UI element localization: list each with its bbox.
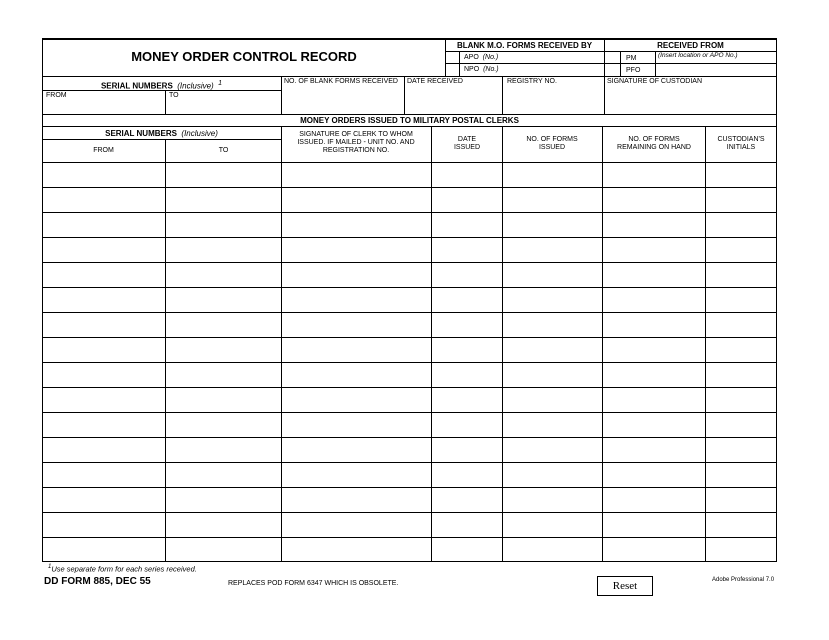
- forms-remaining-field[interactable]: [603, 213, 704, 236]
- issued-from-field[interactable]: [43, 288, 164, 311]
- issued-from-field[interactable]: [43, 463, 164, 486]
- forms-remaining-field[interactable]: [603, 338, 704, 361]
- apo-number-field[interactable]: [500, 52, 603, 63]
- date-issued-field[interactable]: [432, 488, 501, 511]
- clerk-signature-field[interactable]: [282, 463, 430, 486]
- clerk-signature-field[interactable]: [282, 263, 430, 286]
- issued-from-field[interactable]: [43, 413, 164, 436]
- received-from-heading: RECEIVED FROM: [657, 41, 724, 50]
- issued-to-field[interactable]: [166, 213, 280, 236]
- clerk-signature-field[interactable]: [282, 513, 430, 536]
- issued-from-field[interactable]: [43, 513, 164, 536]
- forms-remaining-field[interactable]: [603, 238, 704, 261]
- issued-from-field[interactable]: [43, 313, 164, 336]
- forms-remaining-field[interactable]: [603, 463, 704, 486]
- registry-no-field[interactable]: [504, 88, 603, 113]
- issued-to-field[interactable]: [166, 513, 280, 536]
- date-issued-field[interactable]: [432, 288, 501, 311]
- form-number: DD FORM 885, DEC 55: [44, 576, 151, 587]
- date-issued-field[interactable]: [432, 188, 501, 211]
- clerk-signature-field[interactable]: [282, 438, 430, 461]
- date-issued-field[interactable]: [432, 263, 501, 286]
- forms-issued-field[interactable]: [503, 188, 601, 211]
- date-issued-field[interactable]: [432, 438, 501, 461]
- received-from-location-field[interactable]: [656, 61, 776, 75]
- date-issued-field[interactable]: [432, 238, 501, 261]
- date-issued-field[interactable]: [432, 413, 501, 436]
- custodian-initials-field[interactable]: [706, 438, 775, 461]
- issued-to-field[interactable]: [166, 363, 280, 386]
- custodian-initials-field[interactable]: [706, 513, 775, 536]
- issued-serial-heading: SERIAL NUMBERS (Inclusive): [105, 129, 218, 138]
- footnote: $^1$Use separate form for each series received.: [48, 564, 197, 574]
- custodian-initials-field[interactable]: [706, 263, 775, 286]
- custodian-initials-field[interactable]: [706, 363, 775, 386]
- issued-to-field[interactable]: [166, 313, 280, 336]
- issued-from-field[interactable]: [43, 438, 164, 461]
- forms-issued-field[interactable]: [503, 338, 601, 361]
- forms-issued-field[interactable]: [503, 438, 601, 461]
- npo-number-field[interactable]: [500, 64, 603, 75]
- reset-button[interactable]: Reset: [597, 576, 653, 596]
- custodian-initials-label: CUSTODIAN'S INITIALS: [717, 136, 765, 151]
- date-issued-field[interactable]: [432, 538, 501, 561]
- issued-from-field[interactable]: [43, 363, 164, 386]
- clerk-signature-field[interactable]: [282, 363, 430, 386]
- forms-issued-field[interactable]: [503, 238, 601, 261]
- date-issued-field[interactable]: [432, 513, 501, 536]
- custodian-initials-field[interactable]: [706, 338, 775, 361]
- issued-from-field[interactable]: [43, 338, 164, 361]
- clerk-signature-field[interactable]: [282, 538, 430, 561]
- blank-forms-received-field[interactable]: [283, 88, 403, 113]
- forms-issued-field[interactable]: [503, 263, 601, 286]
- date-issued-field[interactable]: [432, 313, 501, 336]
- clerk-signature-field[interactable]: [282, 188, 430, 211]
- issued-to-field[interactable]: [166, 488, 280, 511]
- custodian-initials-field[interactable]: [706, 238, 775, 261]
- blank-forms-received-label: NO. OF BLANK FORMS RECEIVED: [284, 78, 398, 85]
- serial-numbers-heading: SERIAL NUMBERS (Inclusive) $^1$: [100, 80, 223, 91]
- date-issued-field[interactable]: [432, 338, 501, 361]
- signature-custodian-field[interactable]: [606, 88, 776, 113]
- form-title: MONEY ORDER CONTROL RECORD: [131, 49, 357, 64]
- date-issued-field[interactable]: [432, 388, 501, 411]
- date-received-field[interactable]: [406, 88, 501, 113]
- forms-remaining-field[interactable]: [603, 163, 704, 186]
- issued-from-field[interactable]: [43, 538, 164, 561]
- date-issued-field[interactable]: [432, 213, 501, 236]
- software-note: Adobe Professional 7.0: [712, 577, 775, 583]
- forms-remaining-field[interactable]: [603, 363, 704, 386]
- registry-no-label: REGISTRY NO.: [507, 78, 557, 85]
- clerk-signature-field[interactable]: [282, 488, 430, 511]
- forms-remaining-field[interactable]: [603, 513, 704, 536]
- forms-issued-field[interactable]: [503, 163, 601, 186]
- issued-to-field[interactable]: [166, 388, 280, 411]
- pfo-label: PFO: [626, 67, 641, 74]
- date-issued-field[interactable]: [432, 463, 501, 486]
- custodian-initials-field[interactable]: [706, 213, 775, 236]
- custodian-initials-field[interactable]: [706, 488, 775, 511]
- custodian-initials-field[interactable]: [706, 538, 775, 561]
- forms-remaining-field[interactable]: [603, 413, 704, 436]
- forms-remaining-field[interactable]: [603, 313, 704, 336]
- issued-to-field[interactable]: [166, 263, 280, 286]
- forms-remaining-field[interactable]: [603, 438, 704, 461]
- date-received-label: DATE RECEIVED: [407, 78, 463, 85]
- forms-issued-field[interactable]: [503, 363, 601, 386]
- forms-issued-field[interactable]: [503, 388, 601, 411]
- issued-from-field[interactable]: [43, 163, 164, 186]
- forms-issued-field[interactable]: [503, 413, 601, 436]
- custodian-initials-field[interactable]: [706, 313, 775, 336]
- clerk-signature-field[interactable]: [282, 413, 430, 436]
- forms-remaining-field[interactable]: [603, 288, 704, 311]
- forms-remaining-field[interactable]: [603, 488, 704, 511]
- issued-to-field[interactable]: [166, 338, 280, 361]
- date-issued-field[interactable]: [432, 163, 501, 186]
- issued-from-field[interactable]: [43, 213, 164, 236]
- issued-to-field[interactable]: [166, 438, 280, 461]
- forms-remaining-field[interactable]: [603, 188, 704, 211]
- clerk-signature-field[interactable]: [282, 238, 430, 261]
- custodian-initials-field[interactable]: [706, 388, 775, 411]
- issued-from-field[interactable]: [43, 388, 164, 411]
- pm-label: PM: [626, 55, 637, 62]
- forms-issued-field[interactable]: [503, 488, 601, 511]
- custodian-initials-field[interactable]: [706, 163, 775, 186]
- custodian-initials-field[interactable]: [706, 463, 775, 486]
- forms-remaining-field[interactable]: [603, 538, 704, 561]
- serial-from-label: FROM: [46, 92, 67, 99]
- clerk-signature-field[interactable]: [282, 163, 430, 186]
- issued-to-field[interactable]: [166, 538, 280, 561]
- issued-to-field[interactable]: [166, 188, 280, 211]
- npo-label: NPO (No.): [464, 66, 499, 73]
- custodian-initials-field[interactable]: [706, 413, 775, 436]
- issued-from-field[interactable]: [43, 188, 164, 211]
- issued-to-field[interactable]: [166, 463, 280, 486]
- issued-section-heading: MONEY ORDERS ISSUED TO MILITARY POSTAL CLERKS: [300, 116, 519, 125]
- forms-issued-field[interactable]: [503, 463, 601, 486]
- clerk-signature-field[interactable]: [282, 288, 430, 311]
- forms-remaining-label: NO. OF FORMS REMAINING ON HAND: [617, 136, 691, 151]
- issued-to-label: TO: [218, 147, 229, 154]
- issued-from-field[interactable]: [43, 263, 164, 286]
- issued-from-label: FROM: [93, 147, 114, 154]
- issued-to-field[interactable]: [166, 163, 280, 186]
- custodian-initials-field[interactable]: [706, 288, 775, 311]
- clerk-signature-field[interactable]: [282, 338, 430, 361]
- forms-issued-field[interactable]: [503, 213, 601, 236]
- forms-issued-field[interactable]: [503, 313, 601, 336]
- serial-from-field[interactable]: [44, 100, 164, 113]
- forms-issued-field[interactable]: [503, 513, 601, 536]
- issued-from-field[interactable]: [43, 238, 164, 261]
- location-hint: (Insert location or APO No.): [658, 52, 738, 59]
- forms-issued-field[interactable]: [503, 288, 601, 311]
- serial-to-field[interactable]: [167, 100, 280, 113]
- clerk-signature-field[interactable]: [282, 213, 430, 236]
- forms-remaining-field[interactable]: [603, 388, 704, 411]
- forms-issued-label: NO. OF FORMS ISSUED: [526, 136, 578, 151]
- signature-custodian-label: SIGNATURE OF CUSTODIAN: [607, 78, 703, 85]
- received-by-heading: BLANK M.O. FORMS RECEIVED BY: [456, 41, 593, 50]
- clerk-signature-field[interactable]: [282, 313, 430, 336]
- apo-label: APO (No.): [464, 54, 499, 61]
- issued-from-field[interactable]: [43, 488, 164, 511]
- date-issued-label: DATE ISSUED: [453, 136, 481, 151]
- forms-issued-field[interactable]: [503, 538, 601, 561]
- issued-to-field[interactable]: [166, 413, 280, 436]
- clerk-signature-field[interactable]: [282, 388, 430, 411]
- date-issued-field[interactable]: [432, 363, 501, 386]
- serial-to-label: TO: [169, 92, 179, 99]
- replaces-note: REPLACES POD FORM 6347 WHICH IS OBSOLETE.: [228, 580, 399, 587]
- issued-to-field[interactable]: [166, 288, 280, 311]
- signature-clerk-label: SIGNATURE OF CLERK TO WHOM ISSUED. IF MAILED - UNIT NO. AND REGISTRATION NO.: [297, 131, 415, 154]
- issued-to-field[interactable]: [166, 238, 280, 261]
- custodian-initials-field[interactable]: [706, 188, 775, 211]
- forms-remaining-field[interactable]: [603, 263, 704, 286]
